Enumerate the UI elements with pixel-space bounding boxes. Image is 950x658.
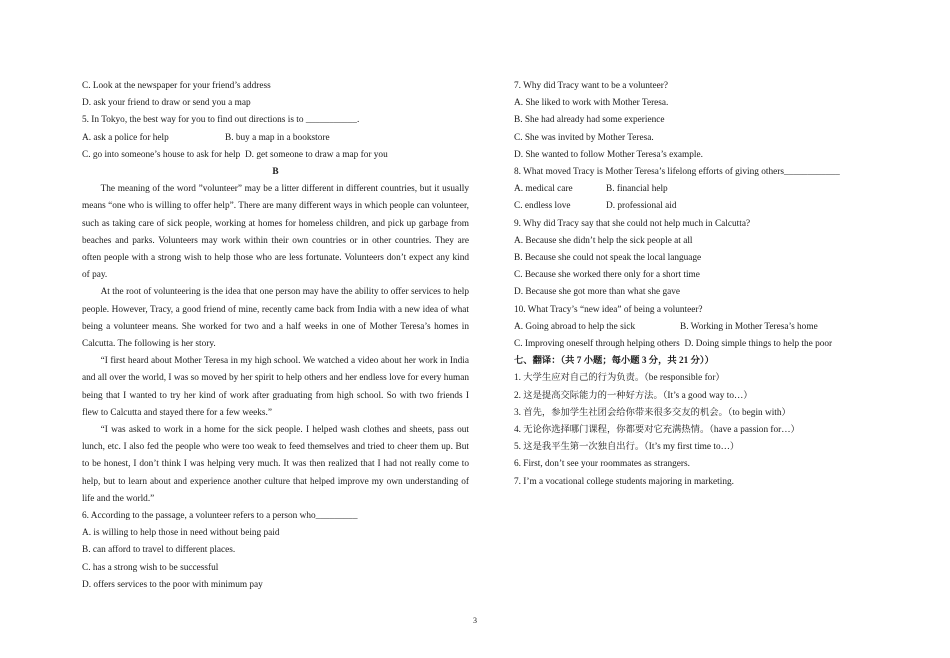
question-7: 7. Why did Tracy want to be a volunteer? <box>514 81 668 91</box>
q8-options-ab <box>514 181 887 198</box>
translation-item-2: 2. 这是提高交际能力的一种好方法。（It’s a good way to…） <box>514 390 753 401</box>
page-number: 3 <box>473 616 477 625</box>
passage-paragraph-2: At the root of volunteering is the idea that one person may have the ability to offer services to help people. However, Tracy, a good friend of mine, recently came back from India with a new idea of what being a volunteer means. She worked for two and a half weeks in one of Mother Teresa’s homes in Calcutta. The following is her story. <box>82 287 469 350</box>
translation-section-heading: 七、翻译：（共 7 小题；每小题 3 分，共 21 分）） <box>514 356 714 367</box>
q8-option-d: D. professional aid <box>606 201 677 212</box>
q9-option-d: D. Because she got more than what she gave <box>514 287 681 298</box>
translation-item-4: 4. 无论你选择哪门课程，你都要对它充满热情。（have a passion for…） <box>514 425 800 436</box>
q10-option-d: D. Doing simple things to help the poor <box>684 339 833 350</box>
translation-item-7: 7. I’m a vocational college students majoring in marketing. <box>514 476 734 487</box>
q5-option-d: D. get someone to draw a map for you <box>244 149 388 160</box>
q10-options-ab <box>514 319 887 336</box>
q8-option-b: B. financial help <box>606 184 668 195</box>
question-8: 8. What moved Tracy is Mother Teresa’s lifelong efforts of giving others____________ <box>514 167 840 178</box>
q6-option-a: A. is willing to help those in need without being paid <box>82 528 280 539</box>
q10-option-a: A. Going abroad to help the sick <box>514 321 636 332</box>
q7-option-a: A. She liked to work with Mother Teresa. <box>514 98 669 109</box>
q8-option-c: C. endless love <box>514 201 571 212</box>
q9-option-c: C. Because she worked there only for a short time <box>514 270 700 281</box>
q6-option-d: D. offers services to the poor with minimum pay <box>82 579 263 590</box>
q5-option-a: A. ask a police for help <box>82 132 169 143</box>
translation-item-5: 5. 这是我平生第一次独自出行。（It’s my first time to…） <box>514 442 740 453</box>
question-10: 10. What Tracy’s “new idea” of being a volunteer? <box>514 304 703 315</box>
q10-option-c: C. Improving oneself through helping others <box>514 339 680 350</box>
right-column <box>514 78 887 491</box>
left-column <box>82 78 469 594</box>
q8-option-a: A. medical care <box>514 184 573 195</box>
q5-options-ab <box>82 130 469 147</box>
q5-option-c: C. go into someone’s house to ask for help <box>82 149 241 160</box>
q6-option-c: C. has a strong wish to be successful <box>82 562 219 573</box>
q4-option-c: C. Look at the newspaper for your friend’s address <box>82 81 271 91</box>
q5-option-b: B. buy a map in a bookstore <box>225 132 330 143</box>
q5-options-cd <box>82 147 469 164</box>
section-b-heading: B <box>272 167 279 178</box>
q8-options-cd <box>514 198 887 215</box>
translation-item-1: 1. 大学生应对自己的行为负责。（be responsible for） <box>514 373 725 384</box>
translation-item-6: 6. First, don’t see your roommates as strangers. <box>514 459 690 470</box>
passage-paragraph-1: The meaning of the word ”volunteer” may be a litter different in different countries, but it usually means “one who is willing to offer help”. There are many different ways in which people can volunteer, such as taking care of sick people, working at homes for homeless children, and pick up garbage from beaches and parks. Volunteers may work within their own countries or in other countries. They are often people with a strong wish to help those who are less fortunate. Volunteers don’t expect any kind of pay. <box>82 184 469 281</box>
passage-paragraph-3: “I first heard about Mother Teresa in my high school. We watched a video about her work in India and all over the world, I was so moved by her spirit to help others and her endless love for every human being that I wanted to try her kind of work after graduating from high school. So with two friends I flew to Calcutta and stayed there for a few weeks.” <box>82 356 469 418</box>
q7-option-d: D. She wanted to follow Mother Teresa’s example. <box>514 149 703 160</box>
q10-options-cd <box>514 336 887 353</box>
q7-option-b: B. She had already had some experience <box>514 115 665 126</box>
passage-paragraph-4: “I was asked to work in a home for the sick people. I helped wash clothes and sheets, pass out lunch, etc. I also fed the people who were too weak to feed themselves and tried to cheer them up. But to be honest, I don’t think I was helping very much. It was then realized that I had not really come to help, but to learn about and experience another culture that helped improve my own understanding of life and the world.” <box>82 425 469 504</box>
q7-option-c: C. She was invited by Mother Teresa. <box>514 132 654 143</box>
question-6: 6. According to the passage, a volunteer refers to a person who_________ <box>82 511 358 522</box>
q10-option-b: B. Working in Mother Teresa’s home <box>680 321 818 332</box>
q4-option-d: D. ask your friend to draw or send you a map <box>82 98 251 109</box>
q9-option-a: A. Because she didn’t help the sick people at all <box>514 235 693 246</box>
question-5: 5. In Tokyo, the best way for you to find out directions is to ___________. <box>82 115 360 126</box>
translation-item-3: 3. 首先，参加学生社团会给你带来很多交友的机会。（to begin with） <box>514 407 791 418</box>
question-9: 9. Why did Tracy say that she could not help much in Calcutta? <box>514 218 751 229</box>
q9-option-b: B. Because she could not speak the local language <box>514 253 702 264</box>
q6-option-b: B. can afford to travel to different places. <box>82 545 236 556</box>
